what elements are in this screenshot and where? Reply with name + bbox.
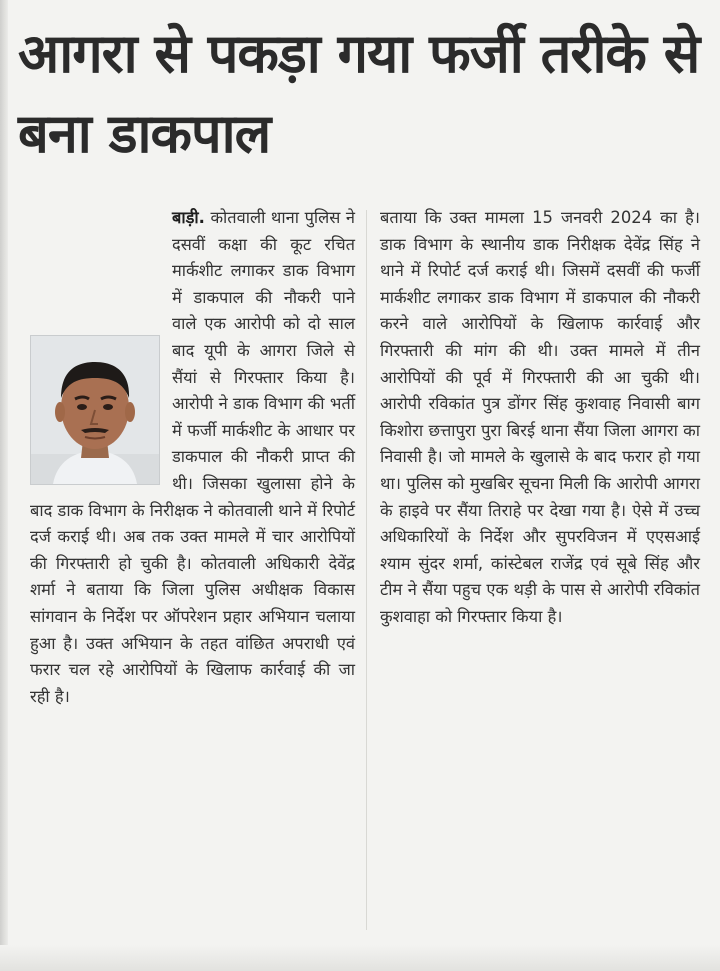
article-text-right: बताया कि उक्त मामला 15 जनवरी 2024 का है। डाक विभाग के स्थानीय डाक निरीक्षक देवेंद्र सिंह ने थाने में रिपोर्ट दर्ज कराई थी। जिसमें दसवीं की फर्जी मार्कशीट लगाकर डाक विभाग में डाकपाल की नौकरी करने वाले आरोपियों के खिलाफ कार्रवाई और गिरफ्तारी की मांग की थी। उक्त मामले में तीन आरोपियों की पूर्व में गिरफ्तारी की आ चुकी थी। आरोपी रविकांत पुत्र डोंगर सिंह कुशवाह निवासी बाग किशोरा छत्तापुरा पुरा बिरई थाना सैंया जिला आगरा का निवासी है। जो मामले के खुलासे के बाद फरार हो गया था। पुलिस को मुखबिर सूचना मिली कि आरोपी आगरा के हाइवे पर सैंया तिराहे पर देखा गया है। ऐसे में उच्च अधिकारियों के निर्देश और सुपरविजन में एएसआई श्याम सुंदर शर्मा, कांस्टेबल राजेंद्र एवं सूबे सिंह और टीम ने सैंया पहुच एक थड़ी के पास से आरोपी रविकांत कुशवाहा को गिरफ्तार किया है। (380, 208, 700, 626)
article-text-left: कोतवाली थाना पुलिस ने दसवीं कक्षा की कूट रचित मार्कशीट लगाकर डाक विभाग में डाकपाल की नौकरी पाने वाले एक आरोपी को दो साल बाद यूपी के आगरा जिले से सैंयां से गिरफ्तार किया है। आरोपी ने डाक विभाग की भर्ती में फर्जी मार्कशीट के आधार पर डाकपाल की नौकरी प्राप्त की थी। जिसका खुलासा होने के बाद डाक विभाग के निरीक्षक ने कोतवाली थाने में रिपोर्ट दर्ज कराई थी। अब तक उक्त मामले में चार आरोपियों की गिरफ्तारी हो चुकी है। कोतवाली अधिकारी देवेंद्र शर्मा ने बताया कि जिला पुलिस अधीक्षक विकास सांगवान के निर्देश पर ऑपरेशन प्रहार अभियान चलाया हुआ है। उक्त अभियान के तहत वांछित अपराधी एवं फरार चल रहे आरोपियों के खिलाफ कार्रवाई की जा रही है। (30, 208, 355, 706)
page-bottom-edge (0, 945, 720, 971)
headline: आगरा से पकड़ा गया फर्जी तरीके से बना डाकपाल (18, 22, 700, 165)
column-divider (366, 210, 367, 930)
article-column-left (30, 205, 355, 710)
accused-portrait-image (31, 336, 159, 484)
page-edge (0, 0, 8, 971)
article-column-right (380, 205, 700, 631)
accused-photo (30, 335, 160, 485)
dateline: बाड़ी. (172, 208, 205, 227)
